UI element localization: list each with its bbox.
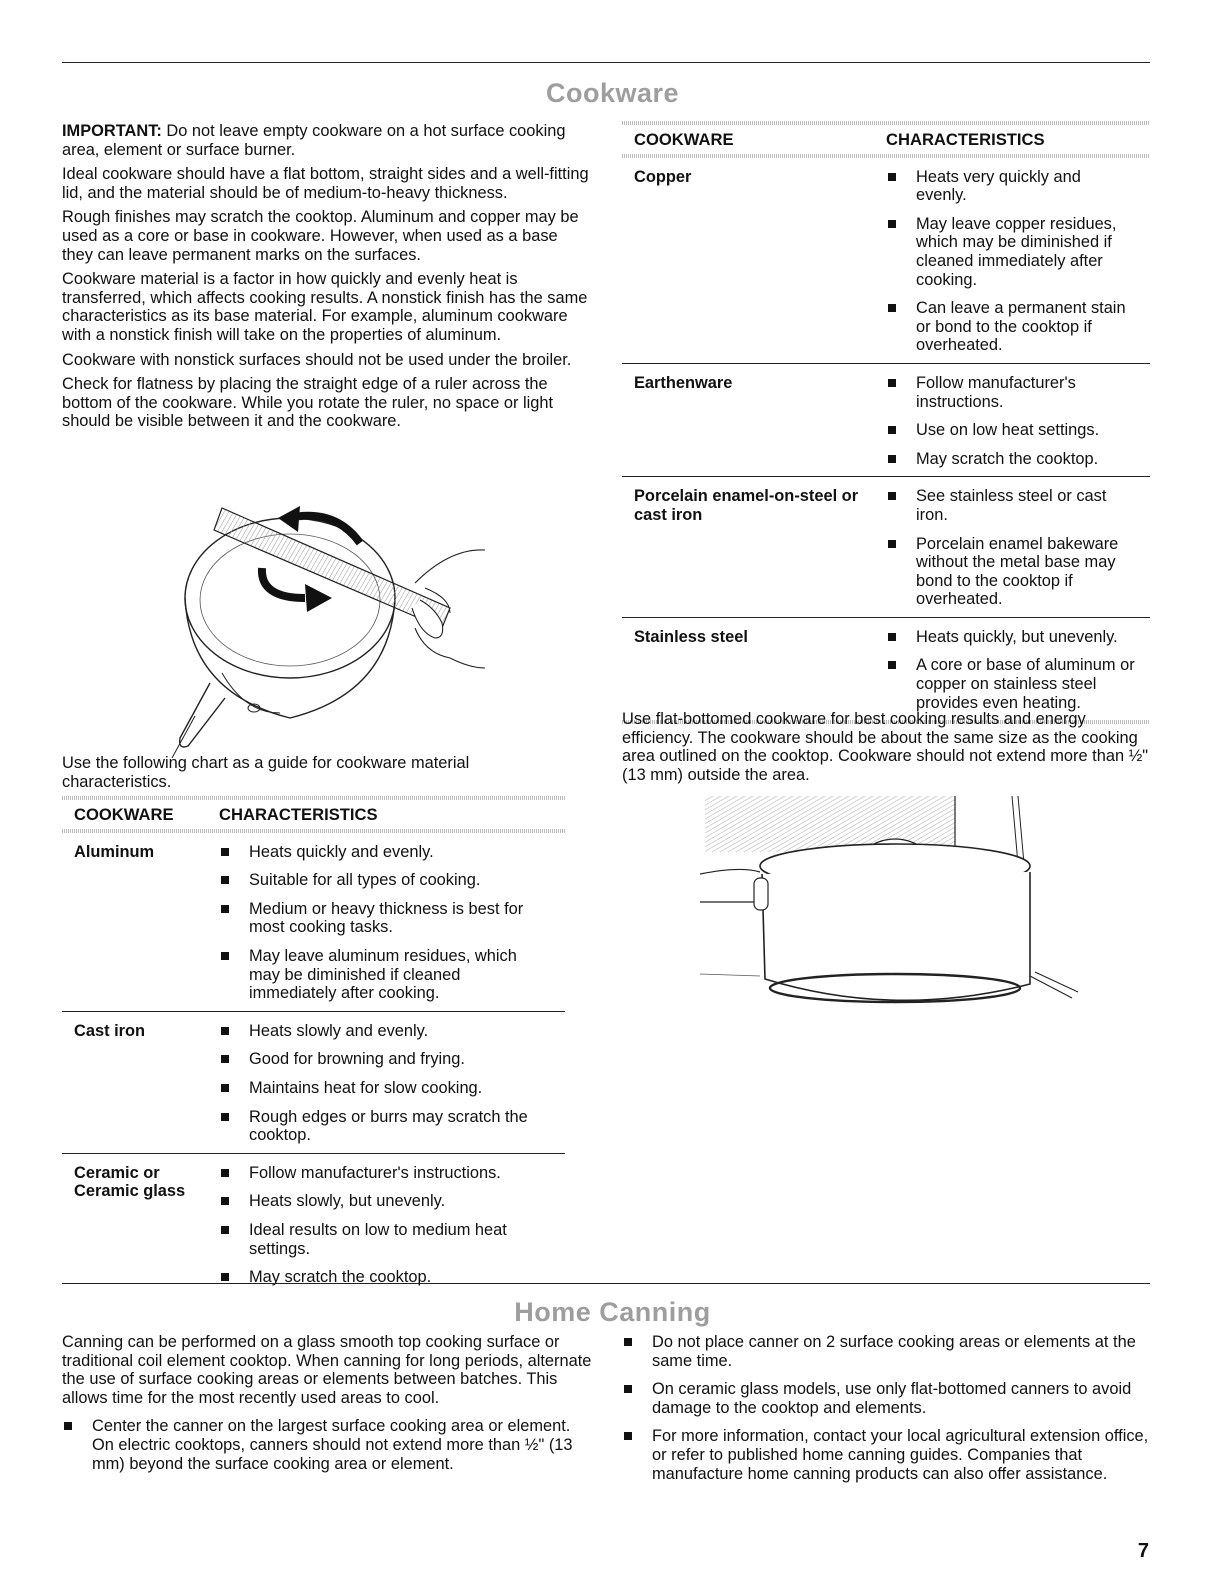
list-item: May scratch the cooktop.	[886, 450, 1136, 469]
table-row	[622, 364, 1150, 477]
list-item: A core or base of aluminum or copper on stainless steel provides even heating.	[886, 656, 1136, 712]
table-row	[622, 477, 1150, 618]
list-item: Rough edges or burrs may scratch the cooktop.	[219, 1108, 539, 1145]
list-item: Heats quickly, but unevenly.	[886, 628, 1136, 647]
table-row	[622, 158, 1150, 364]
characteristics-list	[886, 628, 1136, 714]
header-characteristics: CHARACTERISTICS	[219, 805, 378, 824]
characteristics-list	[886, 168, 1136, 357]
list-item: Do not place canner on 2 surface cooking areas or elements at the same time.	[622, 1333, 1150, 1370]
characteristics-list	[886, 487, 1136, 611]
top-rule	[62, 62, 1150, 63]
home-canning-right	[622, 1333, 1150, 1485]
home-canning-title: Home Canning	[514, 1297, 711, 1327]
list-item: Can leave a permanent stain or bond to the cooktop if overheated.	[886, 299, 1136, 355]
list-item: See stainless steel or cast iron.	[886, 487, 1136, 524]
cookware-paragraph: Rough finishes may scratch the cooktop. Aluminum and copper may be used as a core or base in cookware. However, when used as a base they can leave permanent marks on the surfaces.	[62, 208, 579, 264]
table-row	[62, 833, 565, 1012]
header-characteristics: CHARACTERISTICS	[886, 130, 1045, 149]
list-item: May scratch the cooktop.	[219, 1268, 539, 1287]
pot-on-cooktop-illustration	[700, 794, 1080, 1014]
characteristics-list	[219, 1022, 539, 1147]
cookware-paragraph: Check for flatness by placing the straight edge of a ruler across the bottom of the cookware. While you rotate the ruler, no space or light should be visible between it and the cookware.	[62, 375, 554, 431]
material-name: Porcelain enamel-on-steel or cast iron	[634, 487, 859, 524]
left-cookware-table	[62, 796, 565, 1295]
table-row	[622, 618, 1150, 720]
list-item: Heats slowly, but unevenly.	[219, 1192, 539, 1211]
table-header	[622, 125, 1150, 154]
list-item: Ideal results on low to medium heat settings.	[219, 1221, 539, 1258]
list-item: May leave copper residues, which may be diminished if cleaned immediately after cooking.	[886, 215, 1136, 289]
list-item: May leave aluminum residues, which may be diminished if cleaned immediately after cooking.	[219, 947, 539, 1003]
list-item: Suitable for all types of cooking.	[219, 871, 539, 890]
table-row	[62, 1012, 565, 1154]
ruler-flatness-illustration	[150, 488, 510, 758]
page-number: 7	[1137, 1540, 1149, 1562]
list-item: For more information, contact your local agricultural extension office, or refer to published home canning guides. Companies that manufacture home canning products can also offer assistance.	[622, 1427, 1150, 1483]
important-label: IMPORTANT:	[62, 122, 162, 140]
cookware-paragraph: Cookware material is a factor in how quickly and evenly heat is transferred, which affects cooking results. A nonstick finish has the same characteristics as its base material. For example, aluminum cookware with a nonstick finish will take on the properties of aluminum.	[62, 270, 588, 344]
cookware-title: Cookware	[545, 78, 680, 108]
home-canning-intro: Canning can be performed on a glass smooth top cooking surface or traditional coil element cooktop. When canning for long periods, alternate the use of surface cooking areas or elements between batches. This allows time for the most recently used areas to cool.	[62, 1333, 592, 1407]
list-item: Follow manufacturer's instructions.	[886, 374, 1136, 411]
characteristics-list	[886, 374, 1136, 470]
material-name: Cast iron	[74, 1021, 146, 1040]
list-item: On ceramic glass models, use only flat-bottomed canners to avoid damage to the cooktop and elements.	[622, 1380, 1150, 1417]
cookware-paragraph: Ideal cookware should have a flat bottom, straight sides and a well-fitting lid, and the material should be of medium-to-heavy thickness.	[62, 165, 589, 202]
list-item: Maintains heat for slow cooking.	[219, 1079, 539, 1098]
material-name: Copper	[634, 167, 692, 186]
material-name: Earthenware	[634, 373, 733, 392]
material-name: Aluminum	[74, 842, 155, 861]
cookware-paragraph: Cookware with nonstick surfaces should not be used under the broiler.	[62, 350, 572, 369]
header-cookware: COOKWARE	[74, 805, 174, 824]
home-canning-left	[62, 1333, 592, 1475]
list-item: Center the canner on the largest surface cooking area or element. On electric cooktops, canners should not extend more than ½" (13 mm) beyond the surface cooking area or element.	[62, 1417, 592, 1473]
list-item: Heats very quickly and evenly.	[886, 168, 1136, 205]
section-rule	[62, 1283, 1150, 1284]
list-item: Use on low heat settings.	[886, 421, 1136, 440]
list-item: Heats quickly and evenly.	[219, 843, 539, 862]
list-item: Medium or heavy thickness is best for most cooking tasks.	[219, 900, 539, 937]
characteristics-list	[219, 1164, 539, 1289]
chart-intro: Use the following chart as a guide for cookware material characteristics.	[62, 754, 470, 791]
list-item: Porcelain enamel bakeware without the metal base may bond to the cooktop if overheated.	[886, 535, 1136, 609]
material-name: Ceramic or Ceramic glass	[74, 1163, 186, 1201]
table-header	[62, 800, 565, 829]
material-name: Stainless steel	[634, 627, 748, 646]
right-cookware-table	[622, 121, 1150, 724]
table-row	[62, 1154, 565, 1295]
header-cookware: COOKWARE	[634, 130, 734, 149]
list-item: Heats slowly and evenly.	[219, 1022, 539, 1041]
list-item: Good for browning and frying.	[219, 1050, 539, 1069]
flat-bottom-paragraph: Use flat-bottomed cookware for best cooking results and energy efficiency. The cookware should be about the same size as the cooking area outlined on the cooktop. Cookware should not extend more than ½" (13 mm) outside the area.	[622, 710, 1149, 784]
home-canning-right-list	[622, 1333, 1150, 1483]
home-canning-left-list	[62, 1417, 592, 1473]
list-item: Follow manufacturer's instructions.	[219, 1164, 539, 1183]
cookware-left-text	[62, 122, 592, 437]
important-text: Do not leave empty cookware on a hot surface cooking area, element or surface burner.	[62, 122, 566, 159]
important-paragraph	[62, 122, 592, 159]
characteristics-list	[219, 843, 539, 1005]
